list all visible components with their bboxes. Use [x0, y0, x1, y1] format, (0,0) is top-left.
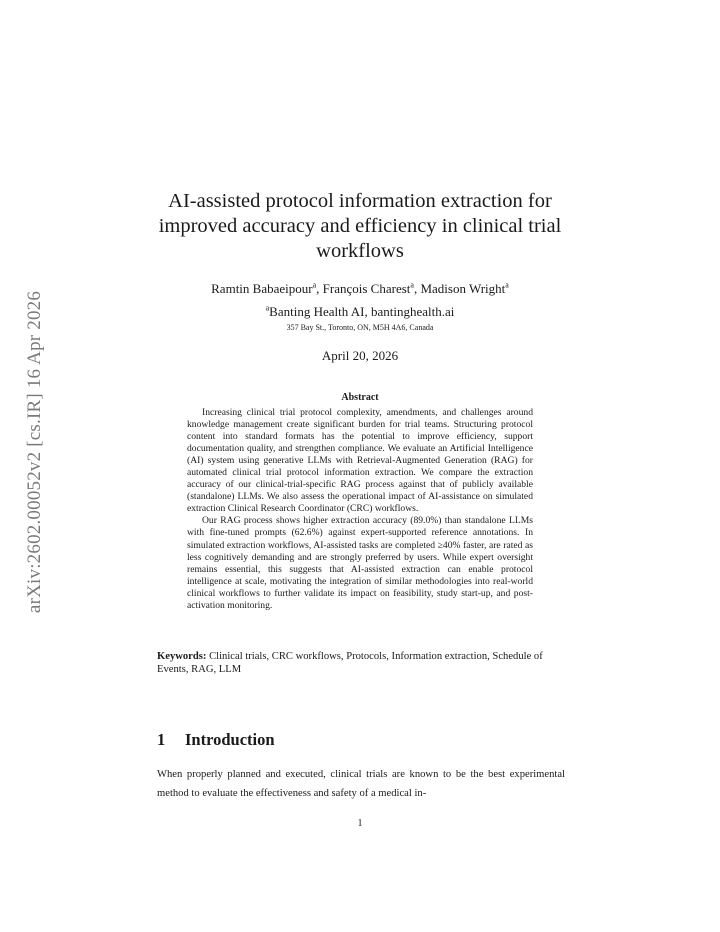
- affiliation: [150, 304, 570, 320]
- body-paragraph: When properly planned and executed, clinical trials are known to be the best experimental method to evaluate the effectiveness and safety of a medical in-: [157, 769, 565, 799]
- paper-title: AI-assisted protocol information extraction for improved accuracy and efficiency in clinical trial workflows: [158, 190, 562, 262]
- abstract-heading: Abstract: [341, 392, 379, 403]
- author-list: Ramtin Babaeipour$^a$, François Charest$^a$, Madison Wright$^a$: [211, 280, 509, 296]
- affiliation-address: 357 Bay St., Toronto, ON, M5H 4A6, Canada: [286, 323, 434, 332]
- author-name: François Charest: [322, 281, 411, 296]
- author-affiliation-mark: a: [505, 280, 509, 290]
- affiliation-mark: a: [265, 303, 270, 313]
- section-title: Introduction: [185, 730, 275, 749]
- section-body: [157, 766, 565, 803]
- arxiv-identifier-stamp: [20, 262, 50, 642]
- author-affiliation-mark: a: [312, 280, 317, 290]
- affiliation-text: Banting Health AI, bantinghealth.ai: [269, 304, 455, 319]
- page-number: 1: [357, 818, 363, 829]
- author-name: Ramtin Babaeipour: [211, 281, 313, 296]
- section-heading: [157, 730, 565, 750]
- publication-date: April 20, 2026: [321, 348, 399, 363]
- keywords-text: Clinical trials, CRC workflows, Protocols, Information extraction, Schedule of Events, RAG, LLM: [157, 651, 543, 676]
- keywords: [157, 650, 565, 676]
- abstract-body: [187, 407, 533, 612]
- keywords-label: Keywords:: [157, 651, 207, 662]
- author-name: Madison Wright: [420, 281, 506, 296]
- abstract-paragraph: Our RAG process shows higher extraction accuracy (89.0%) than standalone LLMs with fine-tuned prompts (62.6%) against expert-supported reference annotations. In simulated extraction workflows, AI-assisted tasks are completed ≥40% faster, are rated as less cognitively demanding and are strongly preferred by users. While expert oversight remains essential, this suggests that AI-assisted extraction can enable protocol intelligence at scale, motivating the integration of similar methodologies into real-world clinical workflows to further validate its impact on feasibility, study start-up, and post-activation monitoring.: [187, 515, 533, 611]
- section-number: 1: [157, 730, 166, 749]
- author-affiliation-mark: a: [410, 280, 414, 290]
- abstract-paragraph: Increasing clinical trial protocol complexity, amendments, and challenges around knowledge management create significant burden for trial teams. Structuring protocol content into standard formats has the potential to improve efficiency, support documentation quality, and strengthen compliance. We evaluate an Artificial Intelligence (AI) system using generative LLMs with Retrieval-Augmented Generation (RAG) for automated clinical trial protocol information extraction. We compare the extraction accuracy of our clinical-trial-specific RAG process against that of publicly available (standalone) LLMs. We also assess the operational impact of AI-assistance on simulated extraction Clinical Research Coordinator (CRC) workflows.: [187, 407, 533, 515]
- arxiv-identifier-text: arXiv:2602.00052v2 [cs.IR] 16 Apr 2026: [24, 290, 45, 614]
